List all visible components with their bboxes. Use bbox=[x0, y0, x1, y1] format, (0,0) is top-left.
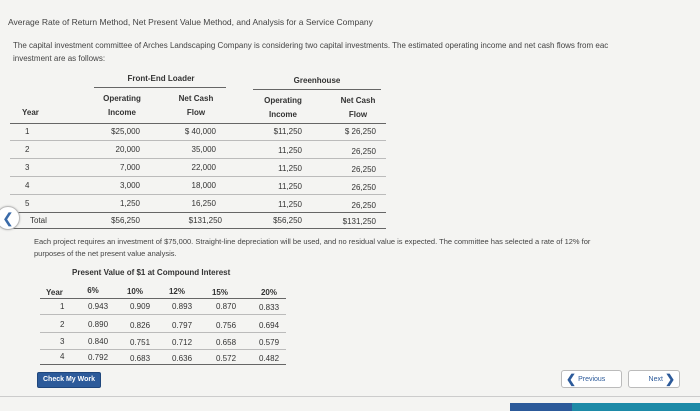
note-line-1: Each project requires an investment of $75,000. Straight-line depreciation will be used, and no residual value is expected. The committee has selected a rate of 12% for bbox=[34, 237, 591, 246]
chevron-right-icon: ❯ bbox=[664, 372, 675, 386]
col-header-year: Year bbox=[22, 108, 39, 117]
gh-net-cash-flow: 26,250 bbox=[351, 147, 376, 156]
pv-row-year: 3 bbox=[60, 337, 65, 346]
row-divider bbox=[10, 176, 386, 177]
gh-net-cash-flow: 26,250 bbox=[351, 165, 376, 174]
group-header-front-end-loader: Front-End Loader bbox=[127, 74, 195, 83]
col-header-gh-op-1: Operating bbox=[264, 96, 302, 105]
intro-line-2: investment are as follows: bbox=[13, 54, 106, 63]
pv-value: 0.694 bbox=[259, 321, 280, 330]
footer-divider bbox=[0, 396, 700, 397]
col-header-gh-cf-2: Flow bbox=[348, 110, 368, 119]
row-divider bbox=[10, 194, 386, 195]
header-rule bbox=[10, 123, 386, 124]
fe-operating-income: 20,000 bbox=[115, 145, 140, 154]
pv-value: 0.572 bbox=[216, 354, 237, 363]
row-year: 2 bbox=[25, 145, 30, 154]
total-rule bbox=[10, 212, 386, 213]
page-title: Average Rate of Return Method, Net Present Value Method, and Analysis for a Service Company bbox=[8, 17, 373, 27]
pv-value: 0.833 bbox=[259, 303, 280, 312]
group-rule-greenhouse bbox=[253, 89, 381, 90]
fe-net-cash-flow-total: $131,250 bbox=[188, 216, 222, 225]
pv-header-year: Year bbox=[46, 288, 63, 297]
row-year: 3 bbox=[25, 163, 30, 172]
pv-value: 0.943 bbox=[88, 302, 109, 311]
group-header-greenhouse: Greenhouse bbox=[293, 76, 341, 85]
pv-value: 0.579 bbox=[259, 338, 280, 347]
pv-value: 0.658 bbox=[216, 338, 237, 347]
pv-value: 0.712 bbox=[172, 338, 193, 347]
col-header-gh-cf-1: Net Cash bbox=[340, 96, 376, 105]
pv-value: 0.893 bbox=[172, 302, 193, 311]
note-line-2: purposes of the net present value analysis. bbox=[34, 249, 177, 258]
footer-bar-segment bbox=[572, 403, 700, 411]
chevron-left-icon: ❮ bbox=[566, 372, 577, 386]
fe-net-cash-flow: 35,000 bbox=[191, 145, 216, 154]
group-rule-front-end bbox=[94, 87, 226, 88]
col-header-gh-op-2: Income bbox=[268, 110, 297, 119]
total-label: Total bbox=[30, 216, 47, 225]
pv-value: 0.840 bbox=[88, 337, 109, 346]
gh-operating-income-total: $56,250 bbox=[273, 216, 302, 225]
pv-header-rule bbox=[40, 298, 286, 299]
pv-value: 0.683 bbox=[130, 354, 151, 363]
pv-header-rate: 10% bbox=[126, 287, 143, 296]
fe-net-cash-flow: 18,000 bbox=[191, 181, 216, 190]
col-header-fe-cf-1: Net Cash bbox=[178, 94, 214, 103]
row-divider bbox=[10, 140, 386, 141]
row-year: 4 bbox=[25, 181, 30, 190]
total-double-rule bbox=[10, 228, 386, 229]
pv-row-year: 4 bbox=[60, 352, 65, 361]
next-label: Next bbox=[648, 375, 663, 383]
pv-title: Present Value of $1 at Compound Interest bbox=[72, 268, 231, 277]
pv-bottom-rule bbox=[40, 364, 286, 365]
pv-row-divider bbox=[40, 332, 286, 333]
pv-value: 0.797 bbox=[172, 321, 193, 330]
previous-label: Previous bbox=[578, 375, 606, 383]
fe-operating-income-total: $56,250 bbox=[111, 216, 140, 225]
pv-value: 0.909 bbox=[130, 302, 151, 311]
gh-net-cash-flow-total: $131,250 bbox=[342, 217, 376, 226]
intro-line-1: The capital investment committee of Arches Landscaping Company is considering two capital investments. The estimated operating income and net cash flows from eac bbox=[13, 41, 609, 50]
col-header-fe-cf-2: Flow bbox=[186, 108, 206, 117]
pv-value: 0.792 bbox=[88, 353, 109, 362]
gh-operating-income: 11,250 bbox=[278, 182, 302, 191]
previous-button[interactable] bbox=[561, 370, 622, 388]
fe-operating-income: 7,000 bbox=[119, 163, 140, 172]
check-my-work-button[interactable]: Check My Work bbox=[37, 372, 101, 388]
intro-text bbox=[13, 39, 700, 65]
footer-bar-segment bbox=[510, 403, 572, 411]
row-year: 1 bbox=[25, 127, 30, 136]
gh-net-cash-flow: 26,250 bbox=[351, 201, 376, 210]
col-header-fe-op-1: Operating bbox=[103, 94, 141, 103]
pv-value: 0.482 bbox=[259, 354, 280, 363]
col-header-fe-op-2: Income bbox=[107, 108, 136, 117]
pv-row-divider bbox=[40, 314, 286, 315]
fe-net-cash-flow: 22,000 bbox=[191, 163, 216, 172]
pv-header-rate: 15% bbox=[211, 288, 228, 297]
fe-operating-income: $25,000 bbox=[111, 127, 140, 136]
pv-value: 0.756 bbox=[216, 321, 237, 330]
row-divider bbox=[10, 158, 386, 159]
pv-header-rate: 20% bbox=[260, 288, 277, 297]
row-year: 5 bbox=[25, 199, 30, 208]
gh-net-cash-flow: 26,250 bbox=[351, 183, 376, 192]
collapse-left-button[interactable] bbox=[0, 206, 20, 230]
gh-operating-income: 11,250 bbox=[278, 200, 302, 209]
pv-value: 0.870 bbox=[216, 302, 237, 311]
fe-net-cash-flow: $ 40,000 bbox=[184, 127, 216, 136]
fe-operating-income: 3,000 bbox=[119, 181, 140, 190]
pv-value: 0.826 bbox=[130, 321, 151, 330]
fe-operating-income: 1,250 bbox=[119, 199, 140, 208]
pv-row-divider bbox=[40, 349, 286, 350]
pv-header-rate: 6% bbox=[87, 286, 99, 295]
pv-row-year: 1 bbox=[60, 302, 65, 311]
gh-operating-income: 11,250 bbox=[278, 146, 302, 155]
gh-net-cash-flow: $ 26,250 bbox=[344, 127, 376, 136]
pv-header-rate: 12% bbox=[168, 287, 185, 296]
next-button[interactable] bbox=[628, 370, 680, 388]
fe-net-cash-flow: 16,250 bbox=[191, 199, 216, 208]
chevron-left-icon: ❮ bbox=[2, 209, 14, 226]
pv-value: 0.890 bbox=[88, 320, 109, 329]
pv-row-year: 2 bbox=[60, 320, 65, 329]
gh-operating-income: 11,250 bbox=[278, 164, 302, 173]
gh-operating-income: $11,250 bbox=[273, 127, 302, 136]
pv-value: 0.636 bbox=[172, 354, 193, 363]
pv-value: 0.751 bbox=[130, 338, 151, 347]
